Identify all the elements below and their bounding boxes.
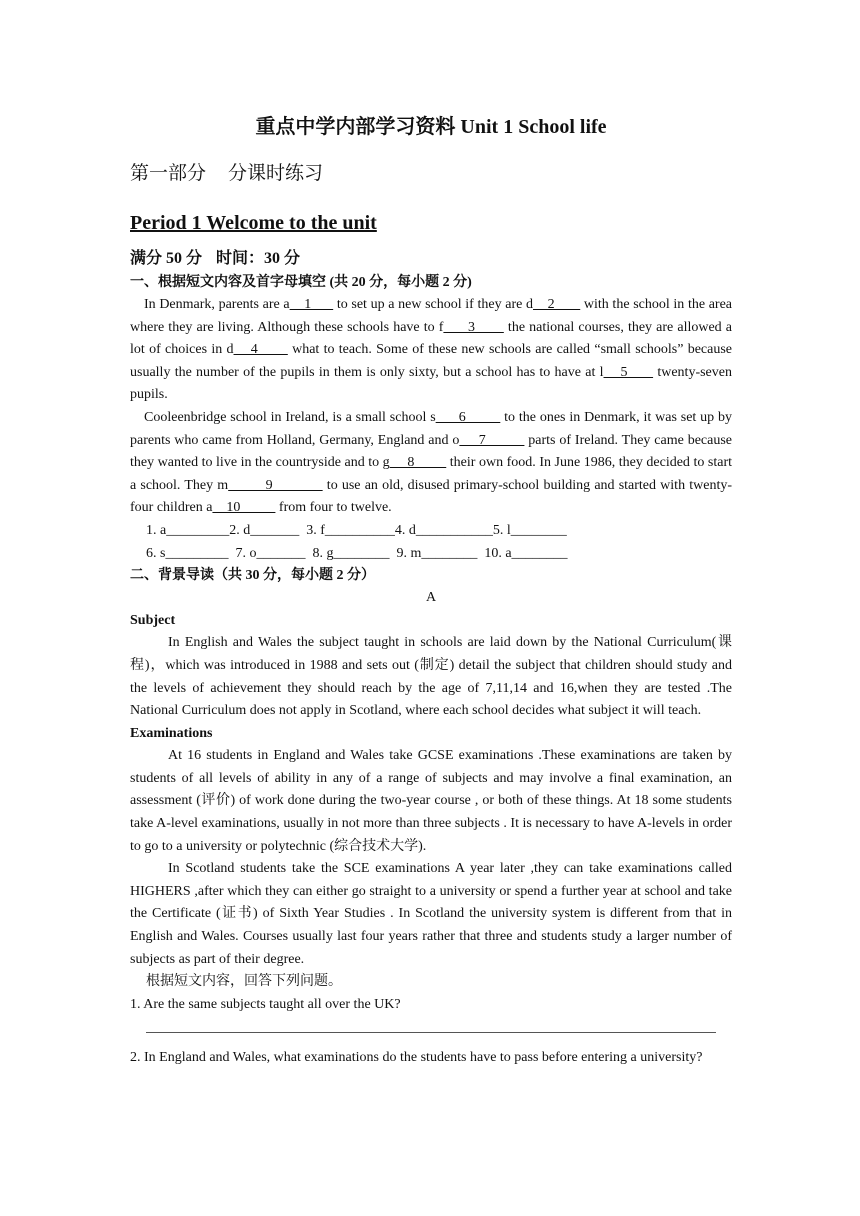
blank-3[interactable]: 3 xyxy=(443,319,504,335)
answer-row-2[interactable]: 6. s_________ 7. o_______ 8. g________ 9. m________ 10. a________ xyxy=(146,545,568,561)
part-name: 分课时练习 xyxy=(228,163,324,184)
subject-paragraph: In English and Wales the subject taught in schools are laid down by the National Curriculum(课程)，which was introduced in 1988 and sets out (制定) detail the subject that children should study and the levels of achievement they should reach by the age of 7,11,14 and 16,when they are tested .The National Curriculum does not apply in Scotland, where each school decides what subject it will teach. xyxy=(130,635,732,719)
subject-heading: Subject xyxy=(130,612,176,628)
examinations-paragraph-1: At 16 students in England and Wales take GCSE examinations .These examinations are taken by students of all levels of ability in any of a range of subjects and may involve a final examination, an assessment (评价) of work done during the two-year course , or both of these things. At 18 some students take A-level examinations, usually in not more than three subjects . It is necessary to have A-levels in order to go to a university or polytechnic (综合技术大学). xyxy=(130,748,732,854)
examinations-paragraph-2: In Scotland students take the SCE examinations A year later ,they can take examinations called HIGHERS ,after which they can either go straight to a university or spend a further year at school and take the Certificate (证书) of Sixth Year Studies . In Scotland the university system is different from that in English and Wales. Courses usually last four years rather that three and students study a larger number of subjects as part of their degree. xyxy=(130,861,732,967)
question-2: 2. In England and Wales, what examinations do the students have to pass before entering a university? xyxy=(130,1050,703,1066)
passage-label: A xyxy=(425,590,437,606)
cloze-paragraph-2: Cooleenbridge school in Ireland, is a small school s 6 to the ones in Denmark, it was set up by parents who came from Holland, Germany, England and o 7 parts of Ireland. They came because they wanted to live in the countryside and to g 8 their own food. In June 1986, they decided to start a school. They m 9 to use an old, disused primary-school building and started with twenty-four children a 10 from four to twelve. xyxy=(130,409,733,516)
full-score: 满分 50 分 xyxy=(130,250,203,267)
document-page xyxy=(130,112,732,1070)
question-1: 1. Are the same subjects taught all over the UK? xyxy=(130,996,401,1012)
blank-4[interactable]: 4 xyxy=(233,342,288,358)
part-heading xyxy=(130,160,732,188)
time-limit: 时间：30 分 xyxy=(216,250,301,267)
examinations-heading: Examinations xyxy=(130,725,213,741)
section2-heading: 二、背景导读（共 30 分，每小题 2 分） xyxy=(130,568,375,584)
blank-7[interactable]: 7 xyxy=(459,432,525,448)
blank-6[interactable]: 6 xyxy=(435,409,501,425)
blank-8[interactable]: 8 xyxy=(389,455,447,471)
blank-1[interactable]: 1 xyxy=(289,297,334,312)
part-label: 第一部分 xyxy=(130,163,207,184)
answer-line-1[interactable] xyxy=(146,1020,716,1033)
instruction: 根据短文内容，回答下列问题。 xyxy=(146,974,342,990)
blank-2[interactable]: 2 xyxy=(533,297,581,312)
period-heading: Period 1 Welcome to the unit xyxy=(130,212,377,234)
section1-heading: 一、根据短文内容及首字母填空 (共 20 分，每小题 2 分) xyxy=(130,275,472,290)
blank-9[interactable]: 9 xyxy=(228,477,323,493)
score-line xyxy=(130,246,732,272)
blank-10[interactable]: 10 xyxy=(212,500,276,516)
cloze-paragraph-1: In Denmark, parents are a 1 to set up a new school if they are d 2 with the school in the area where they are living. Although these schools have to f 3 the national courses, they are allowed a lot of choices in d 4 what to teach. Some of these new schools are called “small schools” because usually the number of the pupils in them is only sixty, but a school has to have at l 5 twenty-seven pupils. xyxy=(130,297,733,403)
document-title: 重点中学内部学习资料 Unit 1 School life xyxy=(255,116,607,138)
answer-row-1[interactable]: 1. a_________2. d_______ 3. f__________4. d___________5. l________ xyxy=(146,522,567,538)
blank-5[interactable]: 5 xyxy=(603,364,654,380)
